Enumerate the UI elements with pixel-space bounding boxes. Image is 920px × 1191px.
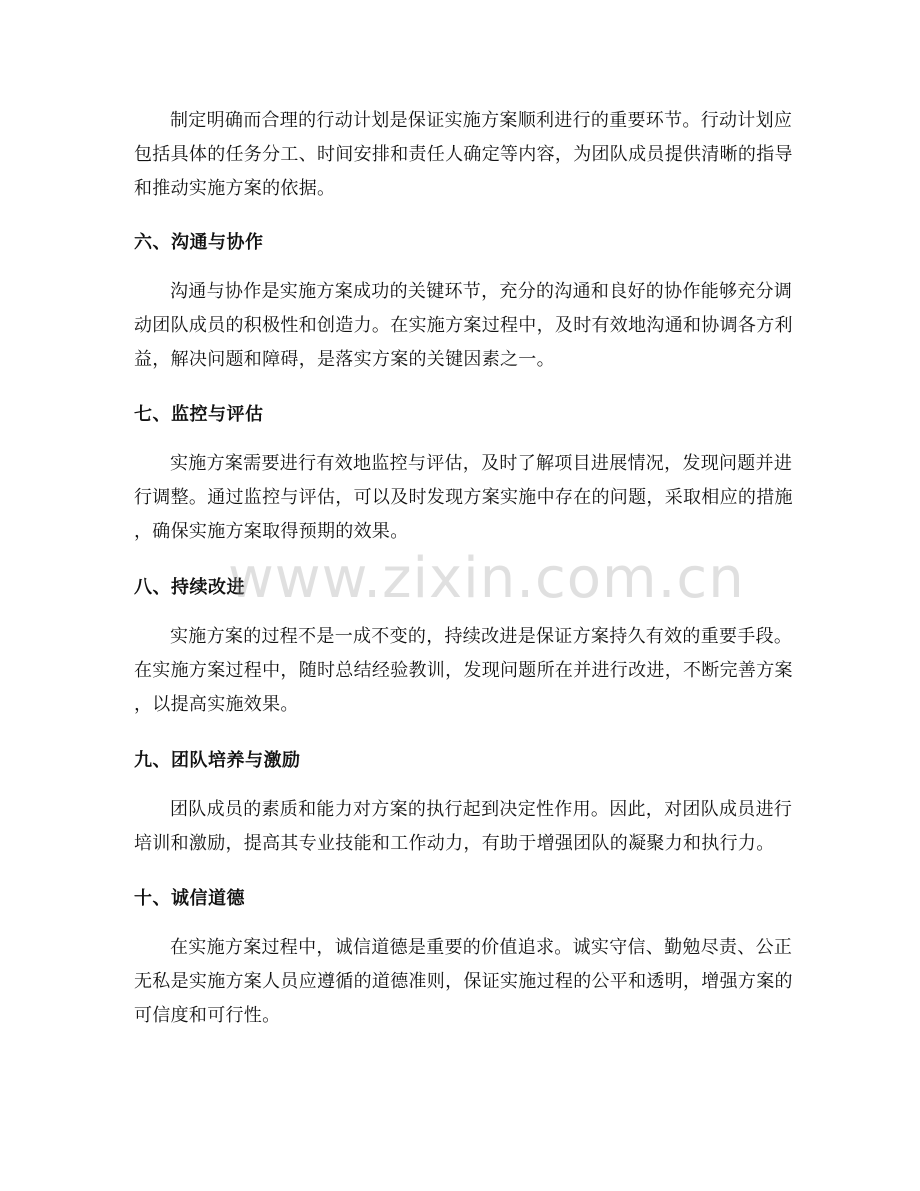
paragraph-line: 行调整。通过监控与评估，可以及时发现方案实施中存在的问题，采取相应的措施	[134, 487, 793, 508]
paragraph-line: ，确保实施方案取得预期的效果。	[134, 521, 409, 542]
paragraph-line: 团队成员的素质和能力对方案的执行起到决定性作用。因此，对团队成员进行	[170, 799, 793, 820]
paragraph-line: 在实施方案过程中，诚信道德是重要的价值追求。诚实守信、勤勉尽责、公正	[170, 937, 793, 958]
section-paragraph-team-training	[134, 793, 794, 861]
paragraph-line: 和推动实施方案的依据。	[134, 178, 336, 199]
section-heading-integrity: 十、诚信道德	[134, 888, 245, 909]
paragraph-line: 可信度和可行性。	[134, 1005, 281, 1026]
paragraph-line: 实施方案的过程不是一成不变的，持续改进是保证方案持久有效的重要手段。	[170, 626, 793, 647]
section-heading-monitoring: 七、监控与评估	[134, 404, 264, 425]
paragraph-line: 实施方案需要进行有效地监控与评估，及时了解项目进展情况，发现问题并进	[170, 453, 793, 474]
intro-paragraph	[134, 104, 794, 206]
paragraph-line: 包括具体的任务分工、时间安排和责任人确定等内容，为团队成员提供清晰的指导	[134, 144, 793, 165]
paragraph-line: 无私是实施方案人员应遵循的道德准则，保证实施过程的公平和透明，增强方案的	[134, 971, 793, 992]
paragraph-line: 在实施方案过程中，随时总结经验教训，发现问题所在并进行改进，不断完善方案	[134, 660, 793, 681]
paragraph-line: 培训和激励，提高其专业技能和工作动力，有助于增强团队的凝聚力和执行力。	[134, 833, 775, 854]
section-paragraph-integrity	[134, 931, 794, 1033]
section-paragraph-monitoring	[134, 447, 794, 549]
section-heading-communication: 六、沟通与协作	[134, 232, 264, 253]
watermark: www.zixin.com.cn	[228, 546, 745, 611]
section-paragraph-communication	[134, 275, 794, 377]
paragraph-line: 益，解决问题和障碍，是落实方案的关键因素之一。	[134, 349, 555, 370]
paragraph-line: 沟通与协作是实施方案成功的关键环节，充分的沟通和良好的协作能够充分调	[170, 281, 793, 302]
paragraph-line: ，以提高实施效果。	[134, 694, 299, 715]
section-heading-team-training: 九、团队培养与激励	[134, 750, 301, 771]
section-paragraph-improvement	[134, 620, 794, 722]
paragraph-line: 制定明确而合理的行动计划是保证实施方案顺利进行的重要环节。行动计划应	[170, 110, 793, 131]
paragraph-line: 动团队成员的积极性和创造力。在实施方案过程中，及时有效地沟通和协调各方利	[134, 315, 793, 336]
section-heading-improvement: 八、持续改进	[134, 577, 245, 598]
